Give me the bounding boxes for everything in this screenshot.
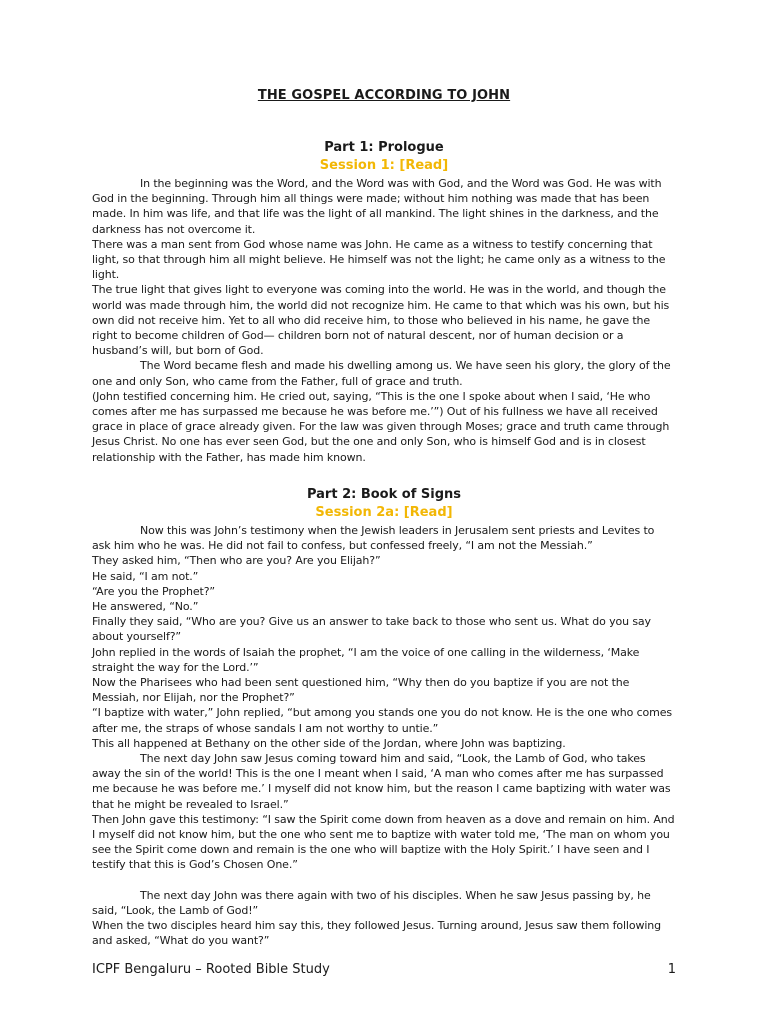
footer-label: ICPF Bengaluru – Rooted Bible Study [92,962,330,977]
page-footer [92,962,676,977]
part-2-heading: Part 2: Book of Signs [306,487,462,502]
part-1-heading: Part 1: Prologue [324,140,444,155]
paragraph: Then John gave this testimony: “I saw the Spirit come down from heaven as a dove and remain on him. And I myself did not know him, but the one who sent me to baptize with water told me, ‘The man on whom you see the Spirit come down and remain is the one who will baptize with the Holy Spirit.’ I have seen and I testify that this is God’s Chosen One.” [92,812,675,872]
paragraph: John replied in the words of Isaiah the prophet, “I am the voice of one calling in the wilderness, ‘Make straight the way for the Lord.’” [92,645,640,674]
part-2-section [92,486,676,948]
paragraph: “I baptize with water,” John replied, “but among you stands one you do not know. He is the one who comes after me, the straps of whose sandals I am not worthy to untie.” [92,706,672,735]
paragraph: The Word became flesh and made his dwelling among us. We have seen his glory, the glory of the one and only Son, who came from the Father, full of grace and truth. [92,359,671,388]
paragraph: The next day John saw Jesus coming toward him and said, “Look, the Lamb of God, who takes away the sin of the world! This is the one I meant when I said, ‘A man who comes after me has surpassed me because he was before me.’ I myself did not know him, but the reason I came baptizing with water was that he might be revealed to Israel.” [92,752,671,811]
paragraph: There was a man sent from God whose name was John. He came as a witness to testify concerning that light, so that through him all might believe. He himself was not the light; he came only as a witness to the light. [92,237,666,282]
document-title: THE GOSPEL ACCORDING TO JOHN [257,88,511,103]
paragraph: The next day John was there again with two of his disciples. When he saw Jesus passing by, he said, “Look, the Lamb of God!” [92,888,651,917]
part-2-body [92,523,676,948]
part-1-section [92,139,676,465]
paragraph: The true light that gives light to everyone was coming into the world. He was in the world, and though the world was made through him, the world did not recognize him. He came to that which was his own, but his own did not receive him. Yet to all who did receive him, to those who believed in his name, he gave the right to become children of God— children born not of natural descent, nor of human decision or a husband’s will, but born of God. [92,283,670,358]
paragraph: When the two disciples heard him say this, they followed Jesus. Turning around, Jesus saw them following and asked, “What do you want?” [92,919,661,948]
paragraph: “Are you the Prophet?” [92,584,215,598]
session-2a-heading: Session 2a: [Read] [315,505,453,520]
paragraph: (John testified concerning him. He cried out, saying, “This is the one I spoke about when I said, ‘He who comes after me has surpassed me because he was before me.’”) Out of his fullness we have all received grace in place of grace already given. For the law was given through Moses; grace and truth came through Jesus Christ. No one has ever seen God, but the one and only Son, who is himself God and is in closest relationship with the Father, has made him known. [92,389,670,464]
part-1-body [92,176,676,465]
paragraph: Now this was John’s testimony when the Jewish leaders in Jerusalem sent priests and Levites to ask him who he was. He did not fail to confess, but confessed freely, “I am not the Messiah.” [92,524,655,553]
session-1-heading: Session 1: [Read] [319,158,449,173]
paragraph: Finally they said, “Who are you? Give us an answer to take back to those who sent us. What do you say about yourself?” [92,615,651,644]
paragraph: This all happened at Bethany on the other side of the Jordan, where John was baptizing. [92,736,566,750]
paragraph: Now the Pharisees who had been sent questioned him, “Why then do you baptize if you are not the Messiah, nor Elijah, nor the Prophet?” [92,676,630,705]
paragraph: He said, “I am not.” [92,569,199,583]
paragraph: They asked him, “Then who are you? Are you Elijah?” [92,554,381,568]
paragraph: In the beginning was the Word, and the Word was with God, and the Word was God. He was with God in the beginning. Through him all things were made; without him nothing was made that has been made. In him was life, and that life was the light of all mankind. The light shines in the darkness, and the darkness has not overcome it. [92,177,662,236]
page-number: 1 [667,962,676,977]
paragraph: He answered, “No.” [92,600,199,614]
